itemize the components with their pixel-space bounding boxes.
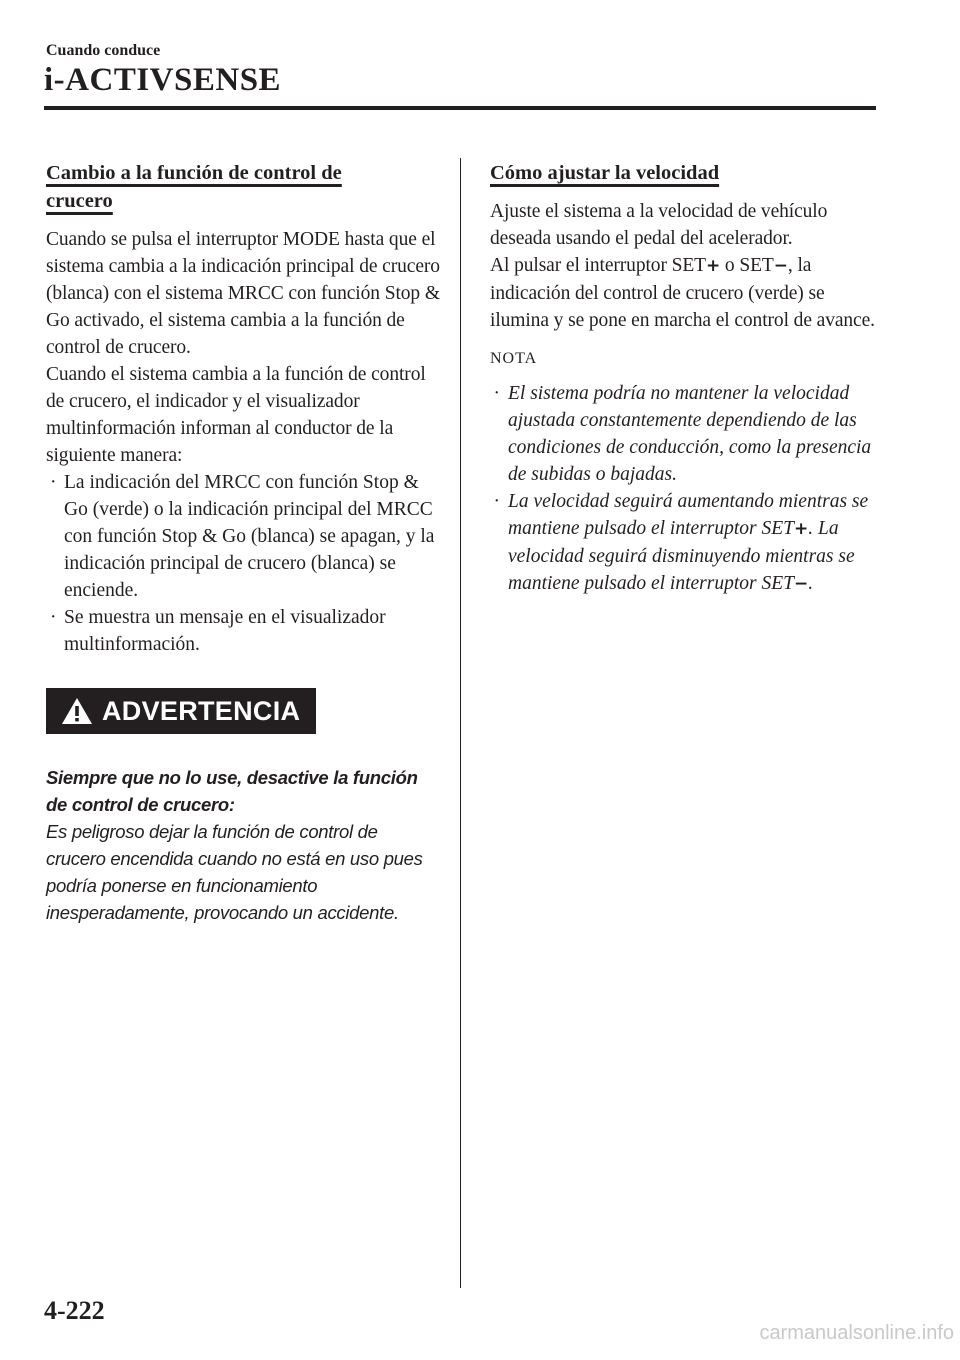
paragraph: Cuando el sistema cambia a la función de control de crucero, el indicador y el visualizador multinformación informan al conductor de la siguiente manera: xyxy=(46,364,426,466)
list-item xyxy=(46,469,441,604)
note-label: NOTA xyxy=(490,350,538,367)
warning-label: ADVERTENCIA xyxy=(102,695,301,726)
text-fragment: o SET xyxy=(720,255,774,276)
plus-icon: + xyxy=(706,256,721,276)
heading-cruise-function-cont: crucero xyxy=(46,190,113,212)
warning-banner xyxy=(46,688,316,734)
bullet-icon: · xyxy=(50,607,57,628)
heading-cruise-function: Cambio a la función de control de xyxy=(46,162,342,184)
paragraph xyxy=(490,252,880,334)
bullet-icon: · xyxy=(494,383,499,404)
list-item xyxy=(46,604,441,658)
plus-icon: + xyxy=(794,519,809,539)
header-rule xyxy=(44,106,876,110)
heading-block xyxy=(490,160,880,188)
list-item xyxy=(490,488,880,598)
warning-title: Siempre que no lo use, desactive la función de control de crucero: xyxy=(46,767,418,815)
bullet-list xyxy=(46,469,441,658)
text-fragment: Al pulsar el interruptor SET xyxy=(490,255,706,276)
bullet-icon: · xyxy=(50,472,57,493)
minus-icon: − xyxy=(794,574,809,594)
heading-adjust-speed: Cómo ajustar la velocidad xyxy=(490,162,720,184)
text-fragment: . La velocidad seguirá disminuyendo mientras se mantiene pulsado el interruptor SET xyxy=(508,518,855,594)
warning-body xyxy=(46,764,441,926)
text-fragment: . xyxy=(808,573,814,594)
warning-text: Es peligroso dejar la función de control de crucero encendida cuando no está en uso pues podría ponerse en funcionamiento inesperadamente, provocando un accidente. xyxy=(46,821,423,923)
left-column xyxy=(46,160,441,926)
chapter-title: Cuando conduce xyxy=(46,42,161,59)
list-item-text: La indicación del MRCC con función Stop & Go (verde) o la indicación principal del MRCC con función Stop & Go (blanca) se apagan, y la indicación principal de crucero (blanca) se enciende. xyxy=(64,472,435,601)
right-column xyxy=(490,160,880,598)
list-item-text: El sistema podría no mantener la velocidad ajustada constantemente dependiendo de las condiciones de conducción, como la presencia de subidas o bajadas. xyxy=(508,383,872,485)
section-title: i-ACTIVSENSE xyxy=(44,62,282,98)
heading-block xyxy=(46,160,441,216)
warning-triangle-icon xyxy=(60,696,94,726)
text-fragment: , la indicación del control de crucero (verde) se ilumina y se pone en marcha el control de avance. xyxy=(490,255,875,331)
page-number: 4-222 xyxy=(44,1296,105,1325)
list-item xyxy=(490,380,880,488)
watermark: carmanualsonline.info xyxy=(759,1322,954,1344)
minus-icon: − xyxy=(773,256,788,276)
list-item-text: Se muestra un mensaje en el visualizador multinformación. xyxy=(64,607,386,655)
bullet-icon: · xyxy=(494,491,499,512)
paragraph: Ajuste el sistema a la velocidad de vehículo deseada usando el pedal del acelerador. xyxy=(490,201,828,249)
note-list xyxy=(490,380,880,598)
paragraph: Cuando se pulsa el interruptor MODE hasta que el sistema cambia a la indicación principal de crucero (blanca) con el sistema MRCC con función Stop & Go activado, el sistema cambia a la función de control de crucero. xyxy=(46,229,440,358)
text-fragment: La velocidad seguirá aumentando mientras se mantiene pulsado el interruptor SET xyxy=(508,491,869,539)
column-divider xyxy=(460,158,461,1288)
